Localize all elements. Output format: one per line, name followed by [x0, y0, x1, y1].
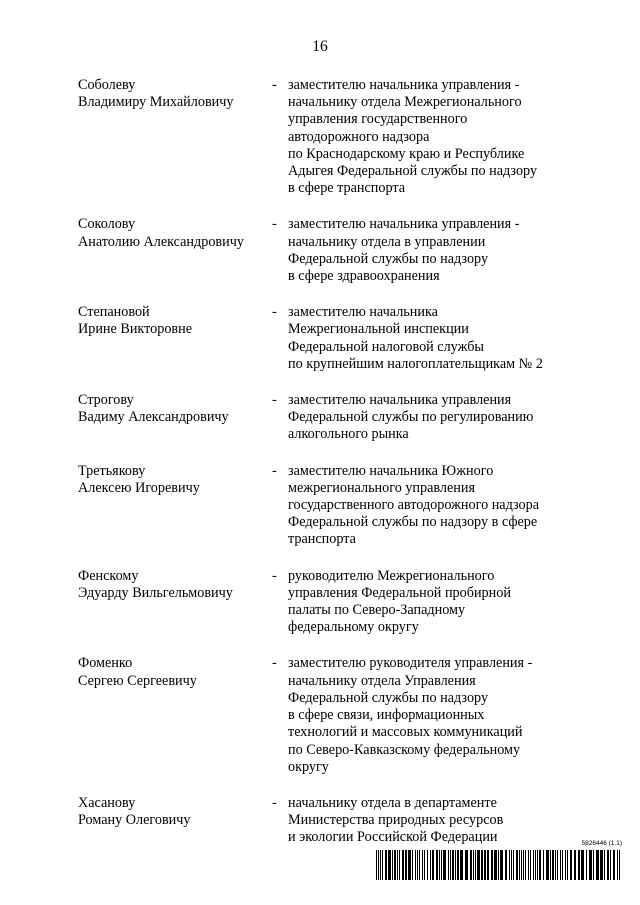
barcode-bar — [555, 850, 556, 880]
position-line: начальнику отдела в департаменте — [288, 794, 497, 811]
position-line: по крупнейшим налогоплательщикам № 2 — [288, 355, 543, 372]
barcode-bar — [470, 850, 472, 880]
position-line: технологий и массовых коммуникаций — [288, 724, 523, 741]
given-names: Сергею Сергеевичу — [78, 672, 197, 689]
barcode-bar — [430, 850, 431, 880]
barcode-bar — [613, 850, 615, 880]
barcode-bar — [441, 850, 442, 880]
surname: Фенскому — [78, 567, 139, 584]
barcode-bar — [455, 850, 456, 880]
barcode-bar — [500, 850, 503, 880]
given-names: Роману Олеговичу — [78, 812, 191, 829]
barcode-bar — [397, 850, 398, 880]
barcode-bar — [539, 850, 541, 880]
barcode-bar — [415, 850, 416, 880]
barcode-bar — [382, 850, 383, 880]
position-line: начальнику отдела Межрегионального — [288, 94, 522, 111]
position-line: межрегионального управления — [288, 479, 476, 496]
barcode-bar — [505, 850, 507, 880]
position-text — [288, 463, 598, 549]
barcode-bar — [475, 850, 476, 880]
position-line: палаты по Северо-Западному — [288, 602, 466, 619]
position-line: управления Федеральной пробирной — [288, 584, 511, 601]
position-line: Министерства природных ресурсов — [288, 812, 504, 829]
dash: - — [272, 462, 277, 479]
barcode-bar — [574, 850, 576, 880]
barcode-bar — [399, 850, 400, 880]
barcode-bar — [525, 850, 526, 880]
position-line: Федеральной налоговой службы — [288, 338, 484, 355]
barcode-bar — [511, 850, 512, 880]
position-text — [288, 216, 598, 285]
position-line: Федеральной службы по надзору в сфере — [288, 514, 538, 531]
person-name — [78, 568, 268, 602]
barcode-bar — [392, 850, 393, 880]
barcode-bar — [560, 850, 561, 880]
barcode-bar — [385, 850, 387, 880]
surname: Соболеву — [78, 77, 136, 93]
page-number: 16 — [312, 38, 328, 55]
dash: - — [272, 77, 277, 93]
barcode-bar — [528, 850, 529, 880]
barcode-bar — [450, 850, 451, 880]
barcode-bar — [600, 850, 603, 880]
barcode-bar — [378, 850, 379, 880]
barcode-bar — [589, 850, 592, 880]
person-name — [78, 463, 268, 497]
barcode-bar — [610, 850, 611, 880]
dash: - — [272, 392, 277, 409]
barcode-bar — [477, 850, 480, 880]
position-text — [288, 392, 598, 444]
barcode-bar — [457, 850, 459, 880]
barcode-bar — [578, 850, 580, 880]
barcode-icon — [376, 850, 622, 880]
person-name — [78, 216, 268, 250]
barcode-bar — [523, 850, 524, 880]
position-line: округу — [288, 758, 329, 775]
list-item — [78, 463, 598, 549]
barcode-bar — [405, 850, 407, 880]
dash: - — [272, 655, 277, 672]
barcode-bar — [460, 850, 463, 880]
position-line: Федеральной службы по регулированию — [288, 409, 534, 426]
barcode-bar — [557, 850, 558, 880]
barcode-bar — [619, 850, 620, 880]
given-names: Эдуарду Вильгельмовичу — [78, 584, 233, 601]
barcode-bar — [491, 850, 493, 880]
barcode-bar — [448, 850, 449, 880]
barcode-bar — [513, 850, 514, 880]
barcode-bar — [443, 850, 446, 880]
position-line: федеральному округу — [288, 619, 419, 636]
list-item — [78, 304, 598, 373]
barcode-bar — [465, 850, 468, 880]
barcode-bar — [530, 850, 531, 880]
surname: Соколову — [78, 216, 136, 233]
person-name — [78, 304, 268, 338]
position-line: Федеральной службы по надзору — [288, 689, 489, 706]
position-line: Межрегиональной инспекции — [288, 321, 469, 338]
position-line: Адыгея Федеральной службы по надзору — [288, 163, 538, 180]
barcode-bar — [581, 850, 584, 880]
barcode-bar — [422, 850, 423, 880]
barcode-bar — [432, 850, 434, 880]
dash: - — [272, 794, 277, 811]
barcode-bar — [436, 850, 438, 880]
barcode-bar — [593, 850, 594, 880]
barcode-bar — [481, 850, 483, 880]
barcode-bar — [388, 850, 391, 880]
barcode-bar — [617, 850, 618, 880]
position-line: транспорта — [288, 531, 356, 548]
barcode-bar — [519, 850, 520, 880]
position-line: Федеральной службы по надзору — [288, 250, 489, 267]
list-item — [78, 216, 598, 285]
given-names: Алексею Игоревичу — [78, 479, 200, 496]
barcode-bar — [439, 850, 440, 880]
given-names: Вадиму Александровичу — [78, 409, 229, 426]
position-text — [288, 655, 598, 775]
dash: - — [272, 567, 277, 584]
position-line: в сфере связи, информационных — [288, 707, 485, 724]
position-line: заместителю руководителя управления - — [288, 655, 533, 672]
barcode-bar — [607, 850, 609, 880]
dash: - — [272, 216, 277, 233]
position-text — [288, 77, 598, 197]
list-item — [78, 77, 598, 197]
position-line: начальнику отдела Управления — [288, 672, 476, 689]
position-line: по Северо-Кавказскому федеральному — [288, 741, 521, 758]
barcode-bar — [604, 850, 605, 880]
position-line: и экологии Российской Федерации — [288, 829, 498, 846]
barcode-bar — [543, 850, 544, 880]
person-name — [78, 392, 268, 426]
position-line: заместителю начальника управления - — [288, 216, 520, 233]
barcode-bar — [516, 850, 518, 880]
barcode-bar — [535, 850, 536, 880]
barcode-bar — [552, 850, 554, 880]
person-name — [78, 795, 268, 829]
barcode-bar — [380, 850, 381, 880]
barcode-bar — [376, 850, 377, 880]
barcode-bar — [586, 850, 587, 880]
barcode-bar — [412, 850, 413, 880]
barcode-bar — [487, 850, 489, 880]
appointment-list — [78, 77, 598, 866]
barcode-bar — [533, 850, 534, 880]
dash: - — [272, 304, 277, 321]
barcode-bar — [570, 850, 572, 880]
given-names: Владимиру Михайловичу — [78, 94, 234, 111]
position-line: заместителю начальника Южного — [288, 462, 494, 479]
barcode-bar — [562, 850, 563, 880]
surname: Третьякову — [78, 462, 146, 479]
barcode-bar — [550, 850, 551, 880]
position-line: по Краснодарскому краю и Республике — [288, 145, 525, 162]
barcode-bar — [509, 850, 510, 880]
person-name — [78, 655, 268, 689]
barcode-bar — [419, 850, 420, 880]
position-line: автодорожного надзора — [288, 128, 430, 145]
person-name — [78, 77, 268, 111]
barcode-bar — [452, 850, 454, 880]
position-line: алкогольного рынка — [288, 426, 409, 443]
given-names: Ирине Викторовне — [78, 321, 193, 338]
given-names: Анатолию Александровичу — [78, 233, 244, 250]
position-text — [288, 304, 598, 373]
barcode-bar — [494, 850, 497, 880]
position-line: в сфере здравоохранения — [288, 268, 440, 285]
surname: Строгову — [78, 392, 134, 409]
position-line: заместителю начальника управления — [288, 392, 512, 409]
position-line: государственного автодорожного надзора — [288, 497, 539, 514]
position-line: заместителю начальника — [288, 304, 438, 321]
barcode-bar — [424, 850, 425, 880]
barcode-bar — [565, 850, 566, 880]
surname: Фоменко — [78, 655, 133, 672]
barcode-bar — [546, 850, 549, 880]
barcode-bar — [473, 850, 474, 880]
position-line: в сфере транспорта — [288, 180, 406, 197]
barcode-bar — [596, 850, 599, 880]
barcode-bar — [567, 850, 568, 880]
barcode-bar — [484, 850, 486, 880]
barcode-id: 5826446 (1.1) — [581, 840, 622, 847]
list-item — [78, 392, 598, 444]
position-text — [288, 795, 598, 847]
surname: Хасанову — [78, 794, 136, 811]
barcode-bar — [537, 850, 538, 880]
barcode-bar — [417, 850, 418, 880]
barcode-bar — [394, 850, 396, 880]
barcode-bar — [402, 850, 404, 880]
barcode-bar — [408, 850, 411, 880]
list-item — [78, 568, 598, 637]
surname: Степановой — [78, 304, 150, 321]
barcode-bar — [521, 850, 522, 880]
list-item — [78, 795, 598, 847]
position-line: управления государственного — [288, 111, 468, 128]
position-text — [288, 568, 598, 637]
position-line: руководителю Межрегионального — [288, 567, 495, 584]
list-item — [78, 655, 598, 775]
position-line: начальнику отдела в управлении — [288, 233, 486, 250]
position-line: заместителю начальника управления - — [288, 77, 520, 93]
barcode-bar — [498, 850, 499, 880]
barcode-bar — [427, 850, 428, 880]
